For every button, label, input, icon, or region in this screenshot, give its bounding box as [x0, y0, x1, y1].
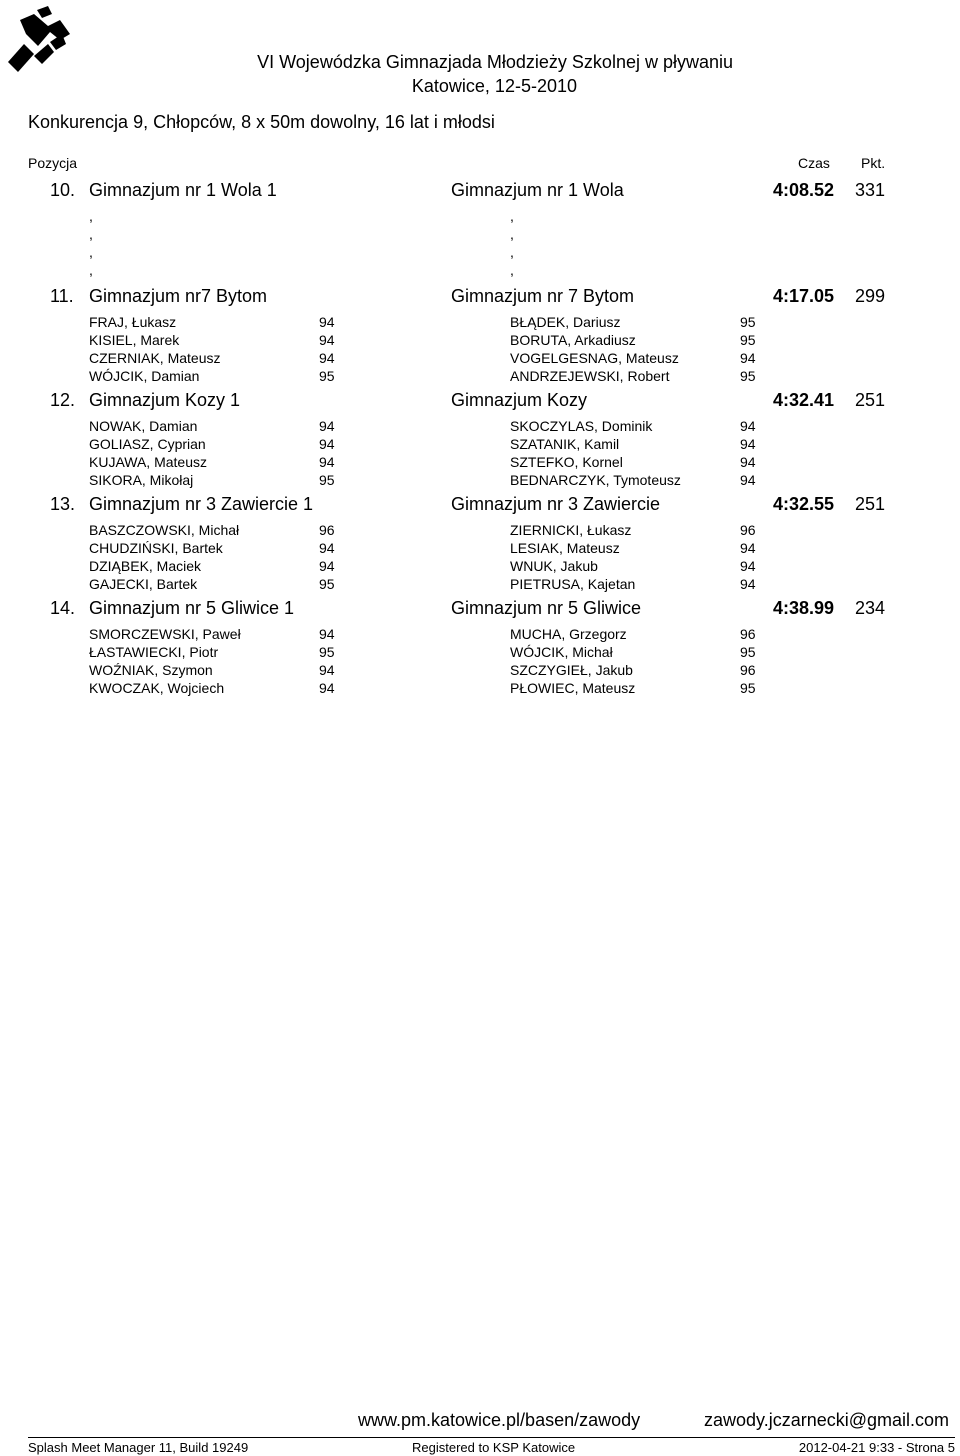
- swimmer-birth-year: 96: [319, 522, 335, 538]
- swimmer-birth-year: 94: [319, 662, 335, 678]
- swimmer-birth-year: 95: [740, 644, 756, 660]
- swimmer-name: SIKORA, Mikołaj: [89, 472, 194, 488]
- swimmer-birth-year: 95: [740, 332, 756, 348]
- column-position: Pozycja: [28, 155, 78, 171]
- swimmer-name: LESIAK, Mateusz: [510, 540, 620, 556]
- swimmer-name: BŁĄDEK, Dariusz: [510, 314, 621, 330]
- team-name: Gimnazjum nr7 Bytom: [89, 286, 268, 306]
- swimmer-birth-year: 96: [740, 662, 756, 678]
- swimmer-name: ,: [510, 208, 514, 224]
- team-place: 11.: [50, 286, 74, 306]
- swimmer-birth-year: 95: [319, 368, 335, 384]
- team-club: Gimnazjum Kozy: [451, 390, 588, 410]
- swimmer-name: KISIEL, Marek: [89, 332, 180, 348]
- team-points: 251: [854, 390, 885, 410]
- swimmer-name: BORUTA, Arkadiusz: [510, 332, 636, 348]
- swimmer-name: CHUDZIŃSKI, Bartek: [89, 540, 223, 556]
- team-place: 13.: [50, 494, 76, 514]
- swimmer-name: ŁASTAWIECKI, Piotr: [89, 644, 219, 660]
- footer-registered: Registered to KSP Katowice: [412, 1440, 576, 1455]
- team-points: 299: [854, 286, 885, 306]
- swimmer-name: ,: [510, 226, 514, 242]
- team-points: 331: [854, 180, 885, 200]
- swimmer-name: MUCHA, Grzegorz: [510, 626, 627, 642]
- team-place: 10.: [50, 180, 76, 200]
- footer-software: Splash Meet Manager 11, Build 19249: [28, 1440, 249, 1455]
- swimmer-birth-year: 95: [740, 680, 756, 696]
- swimmer-name: SZCZYGIEŁ, Jakub: [510, 662, 633, 678]
- swimmer-name: FRAJ, Łukasz: [89, 314, 177, 330]
- swimmer-name: ,: [510, 262, 514, 278]
- swimmer-name: BASZCZOWSKI, Michał: [89, 522, 240, 538]
- footer-timestamp-page: 2012-04-21 9:33 - Strona 5: [798, 1440, 955, 1455]
- swimmer-name: ZIERNICKI, Łukasz: [510, 522, 632, 538]
- column-time: Czas: [798, 155, 830, 171]
- swimmer-birth-year: 94: [740, 576, 756, 592]
- swimmer-name: ,: [89, 244, 93, 260]
- swimmer-name: DZIĄBEK, Maciek: [89, 558, 202, 574]
- team-club: Gimnazjum nr 1 Wola: [451, 180, 624, 200]
- swimmer-birth-year: 94: [319, 558, 335, 574]
- event-title: Konkurencja 9, Chłopców, 8 x 50m dowolny, 16 lat i młodsi: [28, 112, 495, 132]
- swimmer-birth-year: 95: [740, 314, 756, 330]
- swimmer-birth-year: 94: [319, 680, 335, 696]
- swimmer-name: BEDNARCZYK, Tymoteusz: [510, 472, 681, 488]
- swimmer-birth-year: 94: [740, 540, 756, 556]
- swimmer-birth-year: 94: [319, 626, 335, 642]
- swimmer-birth-year: 94: [740, 436, 756, 452]
- swimmer-name: GOLIASZ, Cyprian: [89, 436, 206, 452]
- swimmer-birth-year: 94: [319, 436, 335, 452]
- swimmer-name: ANDRZEJEWSKI, Robert: [510, 368, 670, 384]
- team-points: 234: [854, 598, 885, 618]
- swimmer-name: SZATANIK, Kamil: [510, 436, 620, 452]
- team-points: 251: [854, 494, 885, 514]
- swimmer-name: PŁOWIEC, Mateusz: [510, 680, 636, 696]
- swimmer-name: WNUK, Jakub: [510, 558, 598, 574]
- meet-title: VI Wojewódzka Gimnazjada Młodzieży Szkolnej w pływaniu: [257, 52, 733, 72]
- swimmer-name: GAJECKI, Bartek: [89, 576, 198, 592]
- swimmer-birth-year: 94: [319, 332, 335, 348]
- swimmer-birth-year: 94: [740, 350, 756, 366]
- swimmer-birth-year: 96: [740, 522, 756, 538]
- swimmer-name: PIETRUSA, Kajetan: [510, 576, 636, 592]
- swimmer-name: ,: [89, 226, 93, 242]
- swimmer-name: KUJAWA, Mateusz: [89, 454, 207, 470]
- team-club: Gimnazjum nr 3 Zawiercie: [451, 494, 661, 514]
- team-time: 4:38.99: [772, 598, 834, 618]
- swimmer-name: NOWAK, Damian: [89, 418, 198, 434]
- swimmer-birth-year: 94: [740, 558, 756, 574]
- swimmer-birth-year: 95: [319, 472, 335, 488]
- swimmer-birth-year: 94: [319, 418, 335, 434]
- swimmer-birth-year: 95: [319, 644, 335, 660]
- footer-email[interactable]: zawody.jczarnecki@gmail.com: [704, 1410, 950, 1430]
- swimmer-name: VOGELGESNAG, Mateusz: [510, 350, 679, 366]
- team-name: Gimnazjum nr 1 Wola 1: [89, 180, 277, 200]
- swimmer-name: KWOCZAK, Wojciech: [89, 680, 225, 696]
- swimmer-name: SMORCZEWSKI, Paweł: [89, 626, 241, 642]
- team-name: Gimnazjum nr 3 Zawiercie 1: [89, 494, 314, 514]
- team-time: 4:32.41: [772, 390, 834, 410]
- swimmer-name: ,: [89, 208, 93, 224]
- swimmer-name: SKOCZYLAS, Dominik: [510, 418, 653, 434]
- swimmer-birth-year: 94: [740, 454, 756, 470]
- meet-logo-icon: [4, 4, 78, 76]
- swimmer-birth-year: 94: [319, 350, 335, 366]
- team-time: 4:32.55: [772, 494, 834, 514]
- swimmer-name: WOŹNIAK, Szymon: [89, 662, 213, 678]
- footer-divider: [28, 1437, 955, 1438]
- swimmer-birth-year: 94: [740, 472, 756, 488]
- meet-date-location: Katowice, 12-5-2010: [411, 76, 577, 96]
- swimmer-name: ,: [89, 262, 93, 278]
- swimmer-name: CZERNIAK, Mateusz: [89, 350, 221, 366]
- swimmer-birth-year: 96: [740, 626, 756, 642]
- swimmer-name: ,: [510, 244, 514, 260]
- column-points: Pkt.: [861, 155, 886, 171]
- team-place: 14.: [50, 598, 76, 618]
- swimmer-name: WÓJCIK, Michał: [510, 644, 613, 660]
- team-time: 4:08.52: [772, 180, 834, 200]
- team-name: Gimnazjum nr 5 Gliwice 1: [89, 598, 295, 618]
- team-time: 4:17.05: [772, 286, 834, 306]
- swimmer-birth-year: 94: [319, 454, 335, 470]
- swimmer-birth-year: 95: [740, 368, 756, 384]
- footer-url[interactable]: www.pm.katowice.pl/basen/zawody: [358, 1410, 641, 1430]
- team-club: Gimnazjum nr 7 Bytom: [451, 286, 635, 306]
- team-place: 12.: [50, 390, 76, 410]
- team-club: Gimnazjum nr 5 Gliwice: [451, 598, 642, 618]
- swimmer-birth-year: 95: [319, 576, 335, 592]
- swimmer-name: SZTEFKO, Kornel: [510, 454, 623, 470]
- swimmer-birth-year: 94: [319, 314, 335, 330]
- team-name: Gimnazjum Kozy 1: [89, 390, 241, 410]
- swimmer-birth-year: 94: [740, 418, 756, 434]
- swimmer-name: WÓJCIK, Damian: [89, 368, 200, 384]
- swimmer-birth-year: 94: [319, 540, 335, 556]
